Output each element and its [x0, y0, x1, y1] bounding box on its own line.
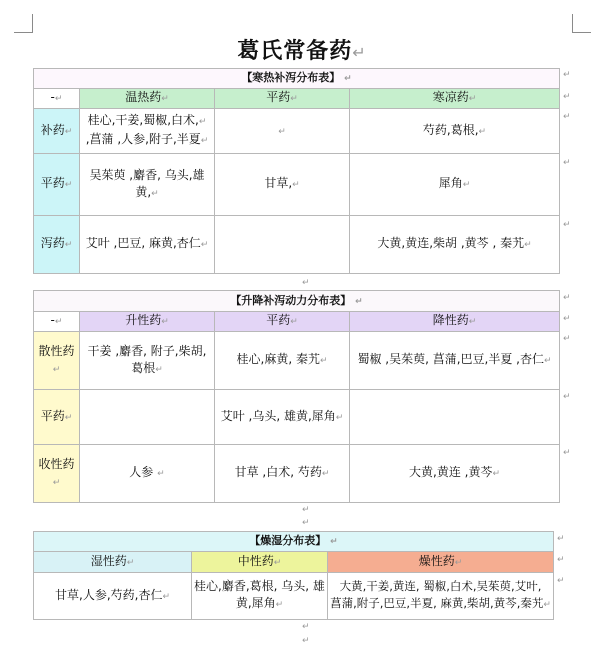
row-header: 泻药↵ — [34, 216, 80, 274]
table-cell: 桂心,干姜,蜀椒,白术,↵ ,菖蒲 ,人参,附子,半夏↵ — [80, 109, 215, 154]
row-header: 散性药↵ — [34, 332, 80, 390]
table-cell: 艾叶 ,乌头, 雄黄,犀角↵ — [215, 390, 350, 445]
table-cell: 甘草,人参,芍药,杏仁↵ — [34, 573, 192, 620]
table-cell: 干姜 ,麝香, 附子,柴胡, 葛根↵ — [80, 332, 215, 390]
table-cell: 甘草 ,白术, 芍药↵ — [215, 445, 350, 503]
row-header: 收性药↵ — [34, 445, 80, 503]
column-header: 中性药↵ — [192, 552, 328, 573]
row-end-mark: ↵ — [563, 92, 571, 102]
paragraph-mark: ↵ — [352, 43, 367, 62]
paragraph-mark: ↵ — [302, 278, 310, 288]
table-caption: 【寒热补泻分布表】 ↵ — [34, 69, 560, 89]
table-cell: 犀角↵ — [350, 154, 560, 216]
table-cell: 芍药,葛根,↵ — [350, 109, 560, 154]
column-header: 升性药↵ — [80, 312, 215, 332]
row-end-mark: ↵ — [563, 392, 571, 402]
table-cell: 桂心,麝香,葛根, 乌头, 雄 黄,犀角↵ — [192, 573, 328, 620]
row-end-mark: ↵ — [563, 334, 571, 344]
dry-damp-table — [33, 531, 554, 620]
table-cell — [80, 390, 215, 445]
table-cell: 桂心,麻黄, 秦艽↵ — [215, 332, 350, 390]
row-header: 补药↵ — [34, 109, 80, 154]
row-end-mark: ↵ — [557, 555, 565, 565]
row-end-mark: ↵ — [557, 576, 565, 586]
document-title — [0, 34, 604, 65]
cold-heat-table — [33, 68, 560, 274]
table-caption: 【升降补泻动力分布表】 ↵ — [34, 291, 560, 312]
table-cell: 甘草,↵ — [215, 154, 350, 216]
corner-cell: -↵ — [34, 89, 80, 109]
row-end-mark: ↵ — [563, 70, 571, 80]
row-end-mark: ↵ — [563, 448, 571, 458]
row-header: 平药↵ — [34, 154, 80, 216]
column-header: 湿性药↵ — [34, 552, 192, 573]
column-header: 温热药↵ — [80, 89, 215, 109]
table-cell: 人参 ↵ — [80, 445, 215, 503]
row-end-mark: ↵ — [563, 112, 571, 122]
table-cell: ↵ — [215, 109, 350, 154]
table-cell — [350, 390, 560, 445]
paragraph-mark: ↵ — [302, 505, 310, 515]
column-header: 平药↵ — [215, 89, 350, 109]
table-cell: 艾叶 ,巴豆, 麻黄,杏仁↵ — [80, 216, 215, 274]
table-cell: 大黄,黄连 ,黄芩↵ — [350, 445, 560, 503]
row-end-mark: ↵ — [563, 220, 571, 230]
crop-mark-top-left — [14, 14, 33, 33]
corner-cell: -↵ — [34, 312, 80, 332]
paragraph-mark: ↵ — [302, 518, 310, 528]
column-header: 燥性药↵ — [328, 552, 554, 573]
paragraph-mark: ↵ — [302, 622, 310, 632]
column-header: 降性药↵ — [350, 312, 560, 332]
row-end-mark: ↵ — [563, 158, 571, 168]
table-caption: 【燥湿分布表】 ↵ — [34, 532, 554, 552]
title-text: 葛氏常备药 — [237, 39, 353, 64]
column-header: 寒凉药↵ — [350, 89, 560, 109]
row-end-mark: ↵ — [563, 314, 571, 324]
table-cell: 蜀椒 ,吴茱萸, 菖蒲,巴豆,半夏 ,杏仁↵ — [350, 332, 560, 390]
ascending-descending-table — [33, 290, 560, 503]
row-end-mark: ↵ — [557, 534, 565, 544]
column-header: 平药↵ — [215, 312, 350, 332]
row-header: 平药↵ — [34, 390, 80, 445]
table-cell: 大黄,干姜,黄连, 蜀椒,白术,吴茱萸,艾叶, 菖蒲,附子,巴豆,半夏, 麻黄,柴胡,黄芩,秦艽↵ — [328, 573, 554, 620]
paragraph-mark: ↵ — [302, 636, 310, 646]
row-end-mark: ↵ — [563, 293, 571, 303]
table-cell: 大黄,黄连,柴胡 ,黄芩 , 秦艽↵ — [350, 216, 560, 274]
table-cell — [215, 216, 350, 274]
crop-mark-top-right — [572, 14, 591, 33]
table-cell: 吴茱萸 ,麝香, 乌头,雄黄,↵ — [80, 154, 215, 216]
